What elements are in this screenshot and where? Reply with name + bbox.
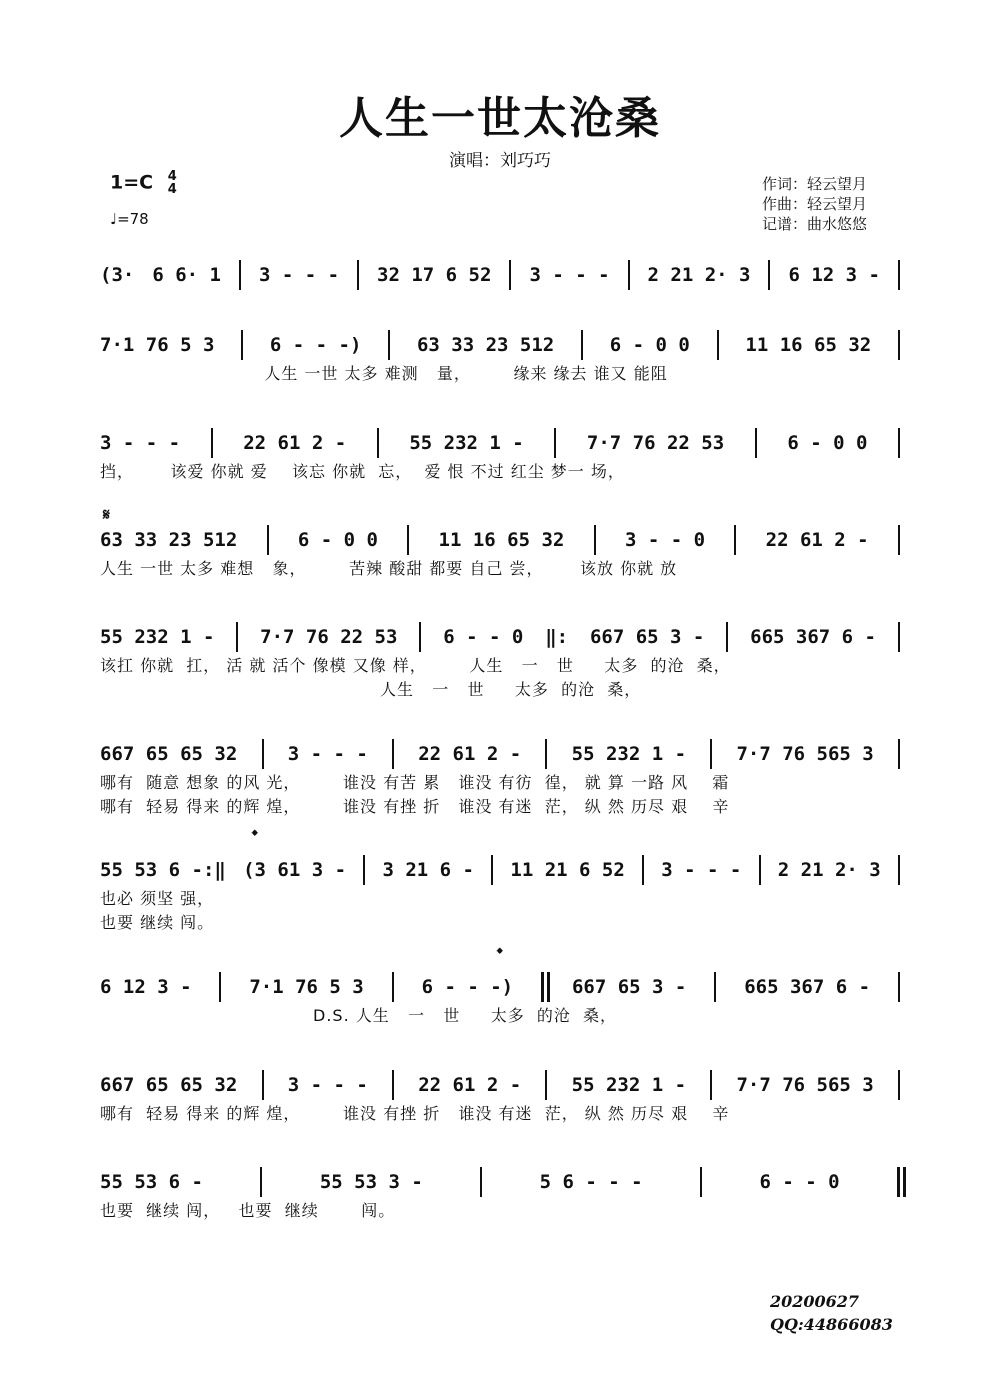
coda-mark: 𝄌 [252,826,258,845]
notes-row [100,1068,900,1102]
notes-row [100,853,900,887]
barline [755,428,757,458]
measure-notes: 7·7 76 22 53 [260,626,398,648]
staff-system [100,620,900,702]
transcriber-credit: 记谱：曲水悠悠 [762,215,868,233]
notes-row [100,970,900,1004]
measure-notes: 11 16 65 32 [745,334,872,356]
notes-row [100,1165,900,1199]
tempo-marking: ♩=78 [110,210,149,228]
measure-notes: 665 367 6 - [750,626,876,648]
measure-notes: 6 - 0 0 [297,529,378,551]
staff-system [100,853,900,935]
double-barline [541,972,544,1002]
measure-notes: 5 6 - - - [539,1171,643,1193]
measure-notes: 55 53 3 - [319,1171,423,1193]
notes-row [100,258,900,292]
barline [714,972,716,1002]
barline [239,260,241,290]
staff-system [100,328,900,410]
lyric-line: 人生 一 世 太多 的沧 桑， [100,680,642,699]
staff-system [100,426,900,508]
lyric-line [100,1126,900,1150]
measure-notes: 22 61 2 - [418,743,522,765]
measure-notes: 3 - - - [661,859,742,881]
measure-notes: 6 - 0 0 [609,334,690,356]
barline [260,1167,262,1197]
measure-notes: 6 - - 0 [443,626,524,648]
segno-mark: 𝄋 [103,505,110,524]
staff-system [100,970,900,1052]
measure-notes: 6 12 3 - [788,264,880,286]
measure-notes: (3 61 3 - [243,859,347,881]
notes-row [100,523,900,557]
measure-notes: 3 21 6 - [382,859,474,881]
lyric-line: 人生 一世 太多 难测 量， 缘来 缘去 谁又 能阻 [100,364,668,383]
barline [392,739,394,769]
footer-qq: QQ:44866083 [770,1315,893,1334]
lyric-line [100,386,900,410]
measure-notes: 6 6· 1 [152,264,221,286]
barline [710,1070,712,1100]
barline [710,739,712,769]
barline [759,855,761,885]
barline [898,739,900,769]
measure-notes: ‖: [545,626,569,648]
barline [491,855,493,885]
measure-notes: 667 65 3 - [589,626,705,648]
measure-notes: 7·1 76 5 3 [249,976,364,998]
measure-notes: 22 61 2 - [243,432,347,454]
barline [898,428,900,458]
measure-notes: 55 232 1 - [571,743,687,765]
measure-notes: 7·7 76 565 3 [736,1074,874,1096]
measure-notes: 667 65 65 32 [100,743,238,765]
barline [898,622,900,652]
lyric-line: 人生 一世 太多 难想 象， 苦辣 酸甜 都要 自己 尝， 该放 你就 放 [100,559,678,578]
lyric-line: 该扛 你就 扛， 活 就 活个 像模 又像 样， 人生 一 世 太多 的沧 桑， [100,656,731,675]
measure-notes: 55 53 6 -:‖ [100,859,226,881]
barline [219,972,221,1002]
barline [407,525,409,555]
measure-notes: 6 - 0 0 [787,432,868,454]
barline [388,330,390,360]
notes-row [100,737,900,771]
lyric-line: 也要 继续 闯。 [100,913,215,932]
lyric-line [100,1028,900,1052]
measure-notes: 6 - - -) [269,334,362,356]
lyric-line: 哪有 随意 想象 的风 光， 谁没 有苦 累 谁没 有彷 徨， 就 算 一路 风 霜 [100,773,730,792]
measure-notes: 7·7 76 565 3 [736,743,874,765]
time-signature [168,170,177,196]
barline [267,525,269,555]
singer-credit: 演唱：刘巧巧 [449,151,551,171]
double-barline [897,1167,900,1197]
time-bottom: 4 [167,182,177,197]
measure-notes: 6 - - -) [421,976,514,998]
measure-notes: 2 21 2· 3 [777,859,881,881]
barline [363,855,365,885]
lyric-line: 哪有 轻易 得来 的辉 煌， 谁没 有挫 折 谁没 有迷 茫， 纵 然 历尽 艰 辛 [100,797,730,816]
barline [377,428,379,458]
time-top: 4 [167,169,177,184]
staff-system [100,523,900,605]
measure-notes: 63 33 23 512 [100,529,238,551]
barline [700,1167,702,1197]
barline [734,525,736,555]
barline [594,525,596,555]
key-label: 1=C [110,171,154,194]
barline [554,428,556,458]
staff-system [100,1165,900,1247]
measure-notes: 3 - - - [529,264,610,286]
barline [898,855,900,885]
lyric-line: 挡， 该爱 你就 爱 该忘 你就 忘， 爱 恨 不过 红尘 梦一 场， [100,462,625,481]
barline [236,622,238,652]
coda-mark: 𝄌 [497,944,503,963]
measure-notes: 55 232 1 - [100,626,215,648]
barline [581,330,583,360]
measure-notes: 3 - - - [258,264,340,286]
measure-notes: 667 65 3 - [571,976,687,998]
notes-row [100,328,900,362]
key-signature [110,170,177,196]
barline [392,1070,394,1100]
measure-notes: 22 61 2 - [765,529,869,551]
measure-notes: 667 65 65 32 [100,1074,238,1096]
lyric-line: 也要 继续 闯， 也要 继续 闯。 [100,1201,396,1220]
barline [480,1167,482,1197]
barline [726,622,728,652]
lyric-line [100,1223,900,1247]
staff-system [100,737,900,819]
notes-row [100,426,900,460]
measure-notes: 3 - - 0 [624,529,706,551]
measure-notes: 2 21 2· 3 [647,264,751,286]
barline [262,1070,264,1100]
measure-notes: 6 12 3 - [100,976,192,998]
lyric-line [100,581,900,605]
barline [898,972,900,1002]
measure-notes: 3 - - - [287,1074,368,1096]
lyric-line [100,292,900,316]
measure-notes: 32 17 6 52 [377,264,492,286]
barline [642,855,644,885]
barline [628,260,630,290]
lyric-line [100,484,900,508]
measure-notes: 11 16 65 32 [438,529,565,551]
barline [717,330,719,360]
barline [898,260,900,290]
measure-notes: 3 - - - [287,743,368,765]
measure-notes: (3· [100,264,135,286]
barline [545,739,547,769]
barline [357,260,359,290]
barline [211,428,213,458]
barline [898,1070,900,1100]
barline [392,972,394,1002]
lyric-line: 也必 须坚 强， [100,889,215,908]
credits [762,174,867,234]
composer-credit: 作曲：轻云望月 [762,195,868,213]
lyric-line: D.S. 人生 一 世 太多 的沧 桑， [100,1006,618,1025]
lyric-line: 哪有 轻易 得来 的辉 煌， 谁没 有挫 折 谁没 有迷 茫， 纵 然 历尽 艰 辛 [100,1104,730,1123]
barline [768,260,770,290]
footer-date: 20200627 [770,1292,860,1311]
measure-notes: 55 53 6 - [100,1171,203,1193]
measure-notes: 22 61 2 - [418,1074,522,1096]
measure-notes: 7·7 76 22 53 [586,432,725,454]
barline [545,1070,547,1100]
measure-notes: 63 33 23 512 [416,334,555,356]
staff-system [100,1068,900,1150]
barline [898,525,900,555]
measure-notes: 11 21 6 52 [510,859,625,881]
barline [509,260,511,290]
measure-notes: 6 - - 0 [759,1171,840,1193]
measure-notes: 665 367 6 - [744,976,871,998]
footer [770,1290,893,1336]
measure-notes: 7·1 76 5 3 [100,334,215,356]
measure-notes: 55 232 1 - [409,432,524,454]
notes-row [100,620,900,654]
barline [262,739,264,769]
measure-notes: 3 - - - [100,432,181,454]
barline [241,330,243,360]
barline [419,622,421,652]
measure-notes: 55 232 1 - [571,1074,687,1096]
lyricist-credit: 作词：轻云望月 [762,175,868,193]
barline [898,330,900,360]
page-title: 人生一世太沧桑 [339,93,661,144]
